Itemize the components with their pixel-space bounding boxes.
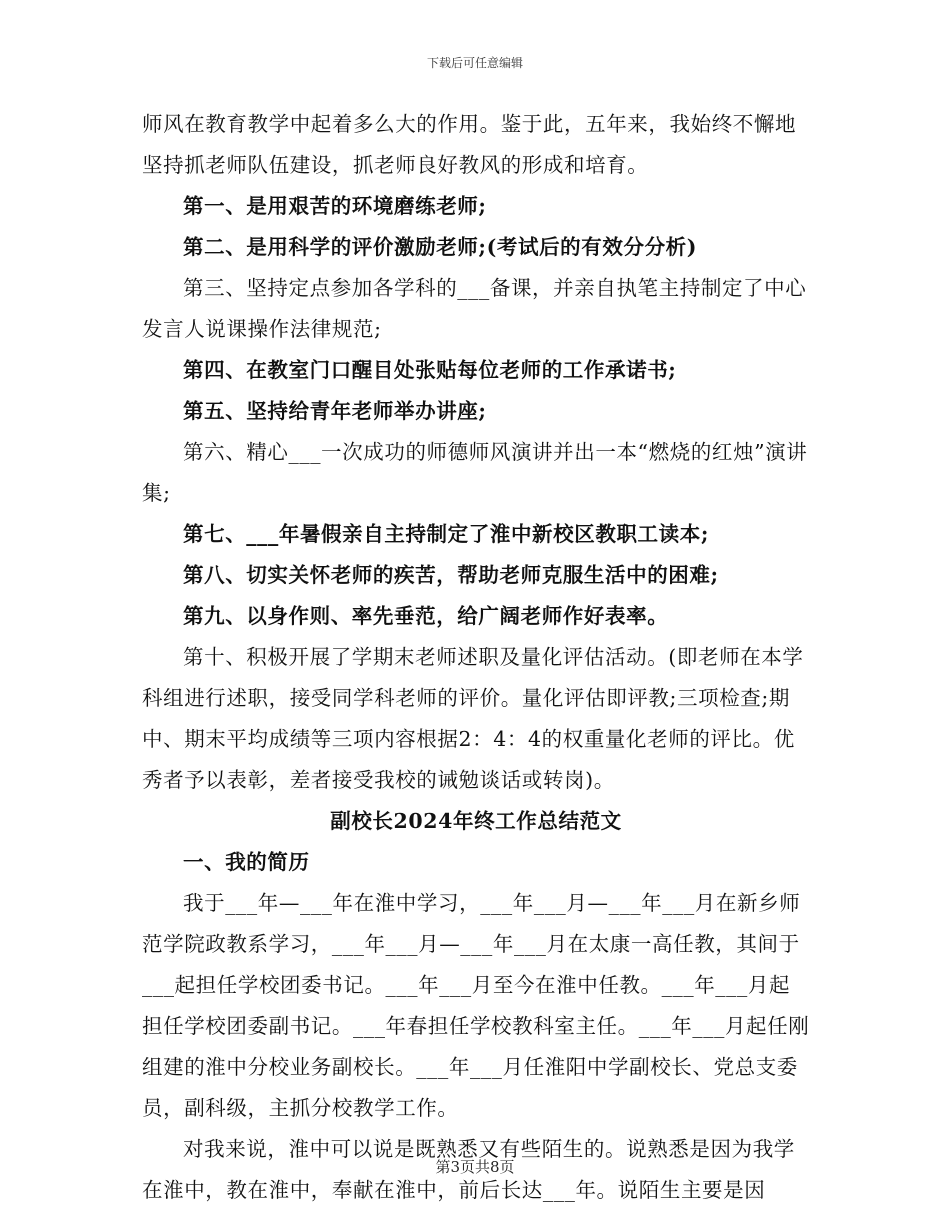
paragraph: 对我来说，淮中可以说是既熟悉又有些陌生的。说熟悉是因为我学在淮中，教在淮中，奉献在淮中，前后长达___年。说陌生主要是因: [142, 1137, 795, 1202]
subheading: 一、我的简历: [183, 850, 310, 874]
list-item: 第二、是用科学的评价激励老师;(考试后的有效分分析): [183, 235, 698, 259]
list-item: 第五、坚持给青年老师举办讲座;: [183, 399, 487, 423]
document-body: [142, 104, 810, 1211]
list-item: 第八、切实关怀老师的疾苦，帮助老师克服生活中的困难;: [183, 563, 719, 587]
paragraph: 师风在教育教学中起着多么大的作用。鉴于此，五年来，我始终不懈地坚持抓老师队伍建设，抓老师良好教风的形成和培育。: [142, 112, 797, 177]
list-item: 第一、是用艰苦的环境磨练老师;: [183, 194, 487, 218]
list-item: 第六、精心___一次成功的师德师风演讲并出一本“燃烧的红烛”演讲集;: [142, 440, 808, 505]
list-item: 第三、坚持定点参加各学科的___备课，并亲自执笔主持制定了中心发言人说课操作法律规范;: [142, 276, 807, 341]
paragraph: 我于___年—___年在淮中学习，___年___月—___年___月在新乡师范学院政教系学习，___年___月—___年___月在太康一高任教，其间于___起担任学校团委书记。___年___月至今在淮中任教。___年___月起担任学校团委副书记。___年春担任学校教科室主任。___年___月起任刚组建的淮中分校业务副校长。___年___月任淮阳中学副校长、党总支委员，副科级，主抓分校教学工作。: [142, 891, 810, 1120]
section-title: 副校长2024年终工作总结范文: [330, 809, 622, 833]
list-item: 第十、积极开展了学期末老师述职及量化评估活动。(即老师在本学科组进行述职，接受同学科老师的评价。量化评估即评教;三项检查;期中、期末平均成绩等三项内容根据2：4：4的权重量化老师的评比。优秀者予以表彰，差者接受我校的诫勉谈话或转岗)。: [142, 645, 804, 792]
page-header: 下载后可任意编辑: [426, 56, 523, 70]
list-item: 第九、以身作则、率先垂范，给广阔老师作好表率。: [183, 604, 669, 628]
page-footer: 第3页共8页: [435, 1158, 515, 1176]
list-item: 第七、___年暑假亲自主持制定了淮中新校区教职工读本;: [183, 522, 710, 546]
list-item: 第四、在教室门口醒目处张贴每位老师的工作承诺书;: [183, 358, 677, 382]
